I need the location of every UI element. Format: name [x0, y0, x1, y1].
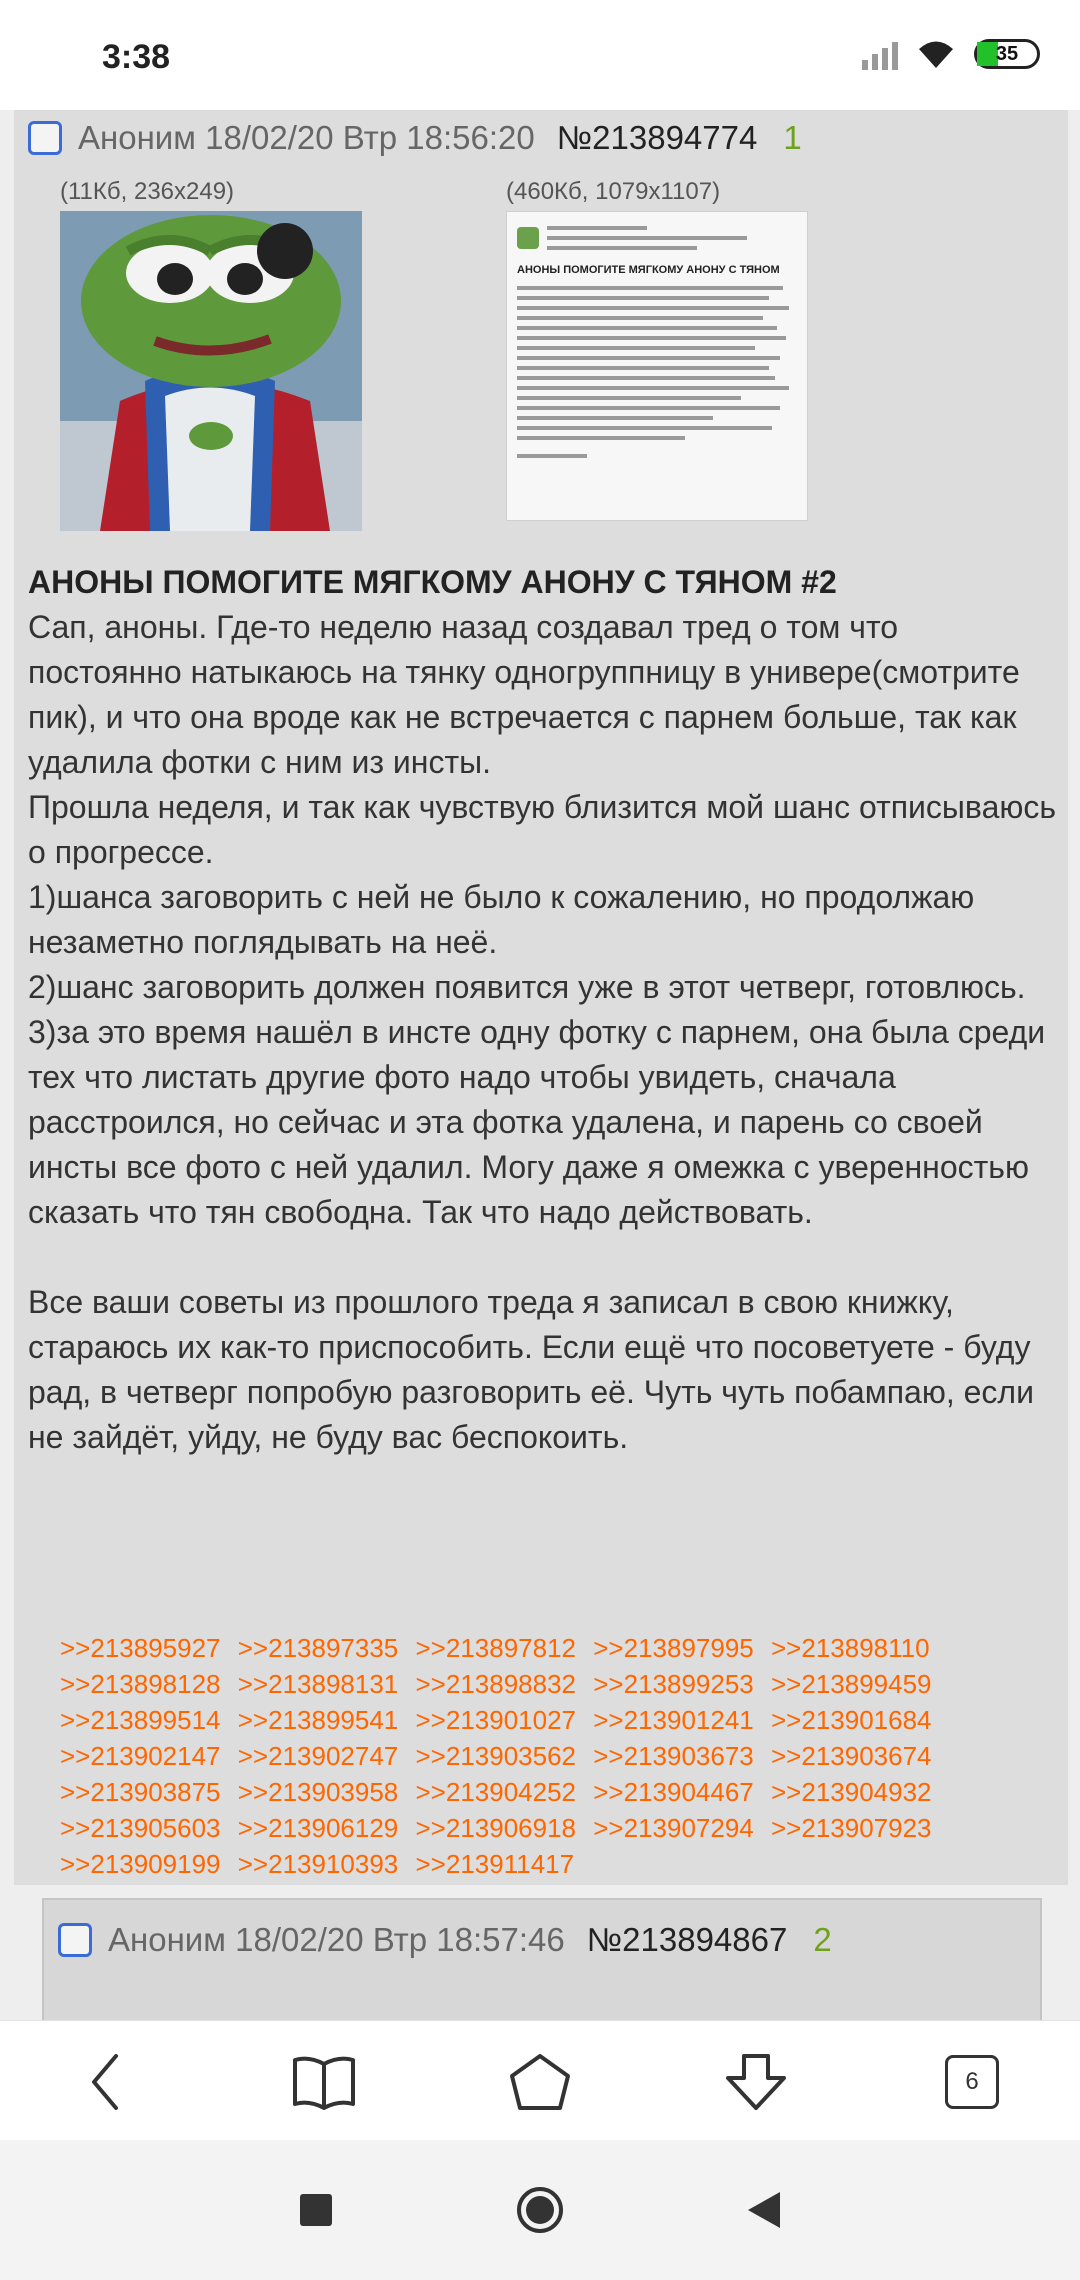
- reply-link[interactable]: >>213901027: [415, 1705, 577, 1735]
- home-button[interactable]: [504, 2051, 576, 2113]
- reply-link[interactable]: >>213906129: [237, 1813, 399, 1843]
- reply-link[interactable]: >>213899541: [237, 1705, 399, 1735]
- post-paragraph: Сап, аноны. Где-то неделю назад создавал тред о том что постоянно натыкаюсь на тянку одногруппницу в универе(смотрите пик), и что она вроде как не встречается с парнем больше, так как удалила фотки с ним из инсты.: [28, 609, 1029, 780]
- reply-link[interactable]: >>213902747: [237, 1741, 399, 1771]
- reply-link[interactable]: >>213903958: [237, 1777, 399, 1807]
- tabs-icon: 6: [945, 2055, 999, 2109]
- post-paragraph: 1)шанса заговорить с ней не было к сожалению, но продолжаю незаметно поглядывать на неё.: [28, 879, 984, 960]
- post-paragraph: 2)шанс заговорить должен появится уже в этот четверг, готовлюсь.: [28, 969, 1026, 1005]
- tabs-button[interactable]: [936, 2051, 1008, 2113]
- reply-link[interactable]: >>213904467: [593, 1777, 754, 1807]
- reply-link[interactable]: >>213898832: [415, 1669, 577, 1699]
- reply-link[interactable]: >>213911417: [415, 1849, 575, 1879]
- back-button[interactable]: [70, 2051, 142, 2113]
- status-time: 3:38: [102, 38, 171, 76]
- circle-icon: [516, 2186, 564, 2234]
- screenshot-title: АНОНЫ ПОМОГИТЕ МЯГКОМУ АНОНУ С ТЯНОМ: [517, 264, 780, 276]
- reply-links: [60, 1630, 1060, 1882]
- system-nav-bar: [0, 2140, 1080, 2280]
- back-icon: [86, 2052, 126, 2112]
- home-icon: [508, 2052, 572, 2112]
- reply-link[interactable]: >>213898131: [237, 1669, 399, 1699]
- reply-link[interactable]: >>213902147: [60, 1741, 221, 1771]
- status-icons: [862, 38, 1040, 70]
- reply-link[interactable]: >>213903875: [60, 1777, 221, 1807]
- post-paragraph: 3)за это время нашёл в инсте одну фотку с парнем, она была среди тех что листать другие фото надо чтобы увидеть, сначала расстроился, но сейчас и эта фотка удалена, и парень со своей инсты все фото с ней удалил. Могу даже я омежка с уверенностью сказать что тян свободна. Так что надо действовать.: [28, 1014, 1055, 1230]
- reply-link[interactable]: >>213905603: [60, 1813, 221, 1843]
- post-header: [58, 1914, 832, 1966]
- battery-level: 35: [995, 43, 1019, 65]
- reply-link[interactable]: >>213898128: [60, 1669, 221, 1699]
- post-index: 1: [783, 119, 802, 156]
- post-number[interactable]: №213894867: [586, 1921, 788, 1958]
- wifi-icon: [916, 38, 956, 70]
- reply-link[interactable]: >>213897995: [593, 1633, 754, 1663]
- reply-link[interactable]: >>213907923: [771, 1813, 932, 1843]
- reply-link[interactable]: >>213903674: [771, 1741, 932, 1771]
- post-header: [28, 112, 802, 164]
- signal-icon: [862, 38, 898, 70]
- reply-link[interactable]: >>213899253: [593, 1669, 754, 1699]
- home-system-button[interactable]: [516, 2186, 564, 2234]
- reply-link[interactable]: >>213904932: [771, 1777, 932, 1807]
- reply-link[interactable]: >>213903673: [593, 1741, 754, 1771]
- post-author: Аноним: [108, 1921, 226, 1958]
- battery-icon: [974, 39, 1040, 69]
- image-thumbnail-pepe[interactable]: [60, 211, 362, 531]
- post-paragraph: Все ваши советы из прошлого треда я записал в свою книжку, стараюсь их как-то приспособить. Если ещё что посоветуете - буду рад, в четверг попробую разговорить её. Чуть чуть побампаю, если не зайдёт, уйду, не буду вас беспокоить.: [28, 1284, 1043, 1455]
- image-thumbnail-screenshot[interactable]: [506, 211, 808, 521]
- bookmarks-button[interactable]: [288, 2051, 360, 2113]
- file-meta[interactable]: (11Кб, 236x249): [60, 178, 235, 205]
- pepe-avatar-icon: [517, 227, 539, 249]
- post-paragraph: Прошла неделя, и так как чувствую близится мой шанс отписываюсь о прогрессе.: [28, 789, 1065, 870]
- reply-link[interactable]: >>213899514: [60, 1705, 221, 1735]
- status-bar: [0, 0, 1080, 110]
- bookmarks-icon: [291, 2054, 357, 2110]
- file-meta[interactable]: (460Кб, 1079x1107): [506, 178, 721, 205]
- reply-link[interactable]: >>213901241: [593, 1705, 754, 1735]
- post-datetime: 18/02/20 Втр 18:57:46: [235, 1921, 565, 1958]
- reply-link[interactable]: >>213906918: [415, 1813, 577, 1843]
- browser-toolbar: [0, 2020, 1080, 2141]
- post-datetime: 18/02/20 Втр 18:56:20: [205, 119, 535, 156]
- square-icon: [298, 2192, 334, 2228]
- reply-link[interactable]: >>213901684: [771, 1705, 932, 1735]
- reply-link[interactable]: >>213897812: [415, 1633, 577, 1663]
- reply-link[interactable]: >>213904252: [415, 1777, 577, 1807]
- post-index: 2: [813, 1921, 832, 1958]
- reply-link[interactable]: >>213909199: [60, 1849, 221, 1879]
- reply-link[interactable]: >>213910393: [237, 1849, 399, 1879]
- download-button[interactable]: [720, 2051, 792, 2113]
- download-icon: [724, 2052, 788, 2112]
- post-author: Аноним: [78, 119, 196, 156]
- recents-button[interactable]: [292, 2186, 340, 2234]
- post-subject: АНОНЫ ПОМОГИТЕ МЯГКОМУ АНОНУ С ТЯНОМ #2: [28, 564, 837, 600]
- file-info-1: [60, 178, 234, 206]
- triangle-back-icon: [746, 2190, 782, 2230]
- reply-link[interactable]: >>213899459: [771, 1669, 932, 1699]
- post-select-checkbox[interactable]: [28, 121, 62, 155]
- file-info-2: [506, 178, 720, 206]
- post-number[interactable]: №213894774: [556, 119, 758, 156]
- reply-link[interactable]: >>213895927: [60, 1633, 221, 1663]
- reply-link[interactable]: >>213898110: [771, 1633, 930, 1663]
- post-paragraph: [28, 1235, 1058, 1280]
- thread-page[interactable]: [0, 110, 1080, 2020]
- post-select-checkbox[interactable]: [58, 1923, 92, 1957]
- reply-link[interactable]: >>213897335: [237, 1633, 399, 1663]
- post-op: [14, 110, 1068, 1885]
- post-body: [28, 560, 1065, 1460]
- reply-link[interactable]: >>213907294: [593, 1813, 754, 1843]
- back-system-button[interactable]: [740, 2186, 788, 2234]
- reply-link[interactable]: >>213903562: [415, 1741, 577, 1771]
